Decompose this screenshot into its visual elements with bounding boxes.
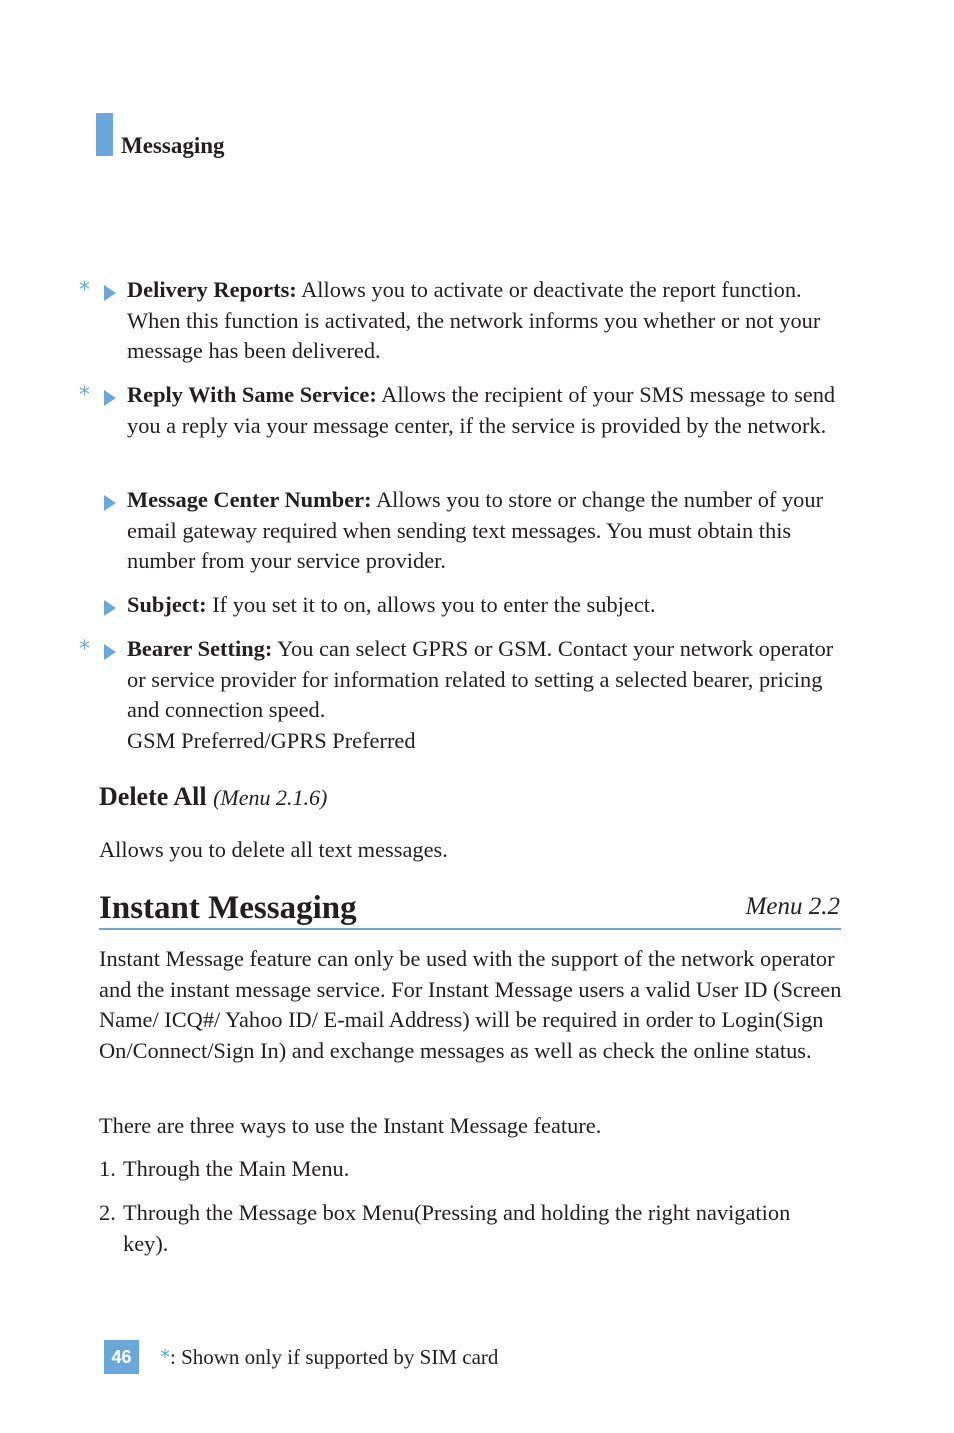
sim-star-icon: * — [79, 637, 90, 662]
list-item — [99, 1198, 839, 1259]
footnote — [160, 1343, 498, 1371]
delete-all-heading — [99, 780, 327, 815]
setting-text — [127, 590, 839, 621]
section-divider — [99, 928, 841, 930]
sim-star-icon: * — [79, 278, 90, 303]
list-number: 1. — [99, 1156, 116, 1181]
section-menu-number: Menu 2.2 — [745, 893, 840, 920]
setting-text — [127, 380, 839, 441]
list-text: Through the Message box Menu(Pressing and holding the right navigation key). — [123, 1200, 791, 1256]
setting-description: Allows you to activate or deactivate the report function. When this function is activated, the network informs you whether or not your message has been delivered. — [127, 277, 821, 363]
setting-label: Bearer Setting: — [127, 636, 273, 661]
setting-text — [127, 275, 839, 367]
delete-all-description: Allows you to delete all text messages. — [99, 837, 448, 862]
header-accent-bar — [96, 113, 113, 156]
list-item — [99, 1154, 839, 1185]
list-number: 2. — [99, 1200, 116, 1225]
delete-all-menu: (Menu 2.1.6) — [213, 785, 328, 810]
sim-star-icon: * — [79, 383, 90, 408]
bullet-arrow-icon — [104, 495, 116, 511]
delete-all-title: Delete All — [99, 782, 207, 811]
list-text: Through the Main Menu. — [123, 1156, 350, 1181]
bullet-arrow-icon — [104, 644, 116, 660]
setting-text — [127, 485, 839, 577]
setting-description: Allows you to store or change the number of your email gateway required when sending text messages. You must obtain this number from your service provider. — [127, 487, 824, 573]
setting-label: Message Center Number: — [127, 487, 372, 512]
setting-text — [127, 634, 839, 756]
footnote-text: : Shown only if supported by SIM card — [170, 1345, 499, 1369]
setting-label: Reply With Same Service: — [127, 382, 377, 407]
setting-description: If you set it to on, allows you to enter the subject. — [206, 592, 656, 617]
bullet-arrow-icon — [104, 390, 116, 406]
page-number: 46 — [104, 1340, 139, 1374]
sim-star-icon: * — [160, 1345, 170, 1369]
setting-label: Subject: — [127, 592, 207, 617]
instant-messaging-intro: Instant Message feature can only be used with the support of the network operator and the instant message service. For Instant Message users a valid User ID (Screen Name/ ICQ#/ Yahoo ID/ E-mail Address) will be required in order to Login(Sign On/Connect/Sign In) and exchange messages as well as check the online status. — [99, 946, 842, 1063]
bullet-arrow-icon — [104, 600, 116, 616]
setting-description: You can select GPRS or GSM. Contact your network operator or service provider for information related to setting a selected bearer, pricing and connection speed. — [127, 636, 834, 722]
setting-options: GSM Preferred/GPRS Preferred — [127, 727, 416, 753]
setting-description: Allows the recipient of your SMS message to send you a reply via your message center, if the service is provided by the network. — [127, 382, 836, 438]
setting-label: Delivery Reports: — [127, 277, 297, 302]
bullet-arrow-icon — [104, 285, 116, 301]
ways-intro: There are three ways to use the Instant Message feature. — [99, 1113, 602, 1138]
section-title: Instant Messaging — [99, 890, 357, 926]
page-header-title: Messaging — [121, 133, 225, 158]
